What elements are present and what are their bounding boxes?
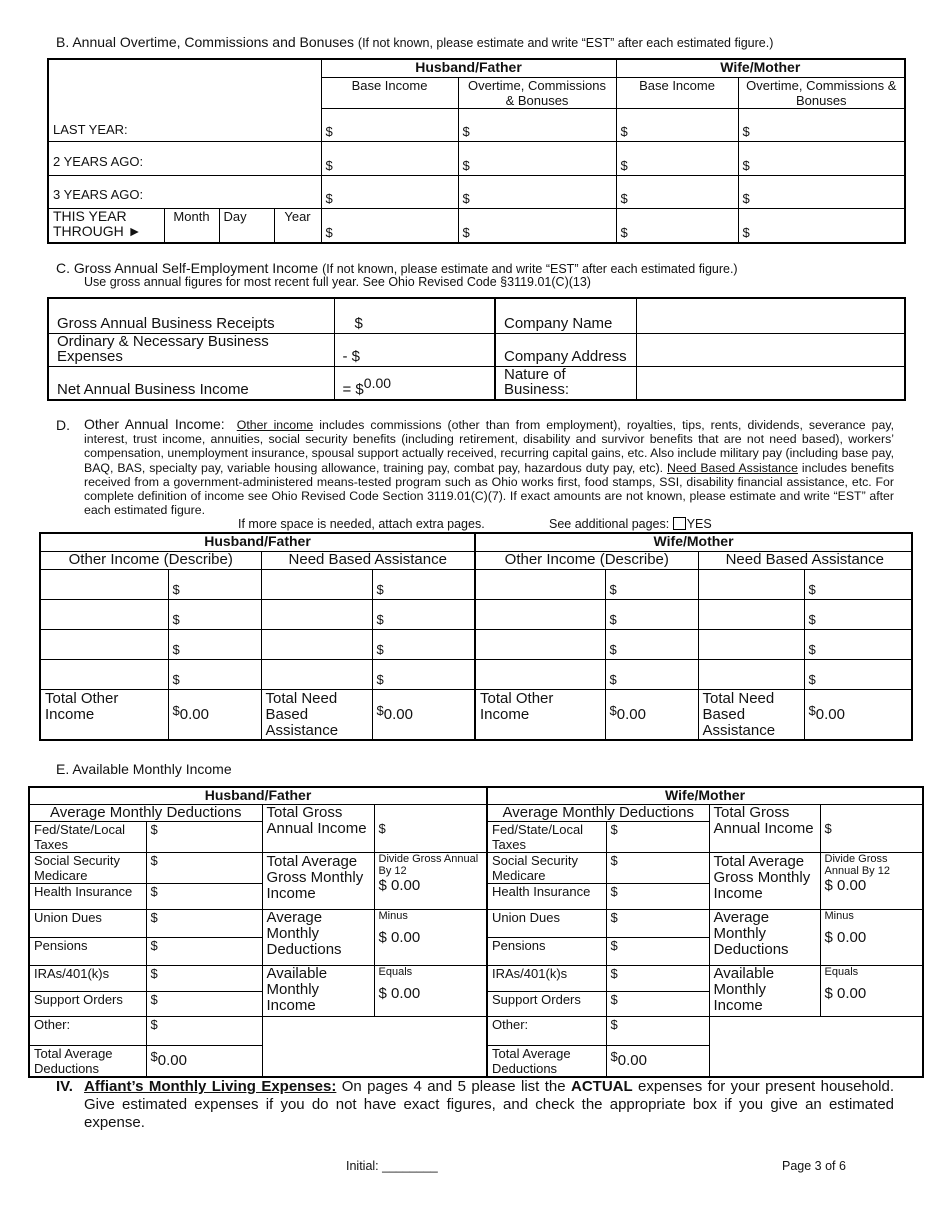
b-field[interactable]: $ <box>616 141 738 175</box>
section-b-heading <box>56 34 773 50</box>
b-field[interactable]: $ <box>616 208 738 243</box>
d-field[interactable]: $ <box>605 659 698 689</box>
b-field[interactable]: $ <box>458 175 616 208</box>
e-h-support-field[interactable]: $ <box>146 991 262 1016</box>
d-field[interactable] <box>261 629 372 659</box>
e-h-avg-ded-value: $ 0.00 <box>378 928 421 946</box>
c-net-prefix: = $ <box>342 381 364 398</box>
e-w-avg-gross <box>820 852 923 909</box>
c-receipts-label: Gross Annual Business Receipts <box>48 298 334 333</box>
e-h-total-ded-label: Total Average Deductions <box>29 1045 146 1077</box>
d-h-total-other <box>168 689 261 740</box>
e-w-ira-label: IRAs/401(k)s <box>487 965 606 991</box>
b-wife-header: Wife/Mother <box>616 59 905 77</box>
b-field[interactable]: $ <box>321 141 458 175</box>
e-h-avg-ded-header: Average Monthly Deductions <box>29 804 262 821</box>
e-w-union-label: Union Dues <box>487 909 606 937</box>
d-w-total-other <box>605 689 698 740</box>
e-h-total-ded <box>146 1045 262 1077</box>
e-h-other-label: Other: <box>29 1016 146 1045</box>
c-company-address-label: Company Address <box>495 333 636 366</box>
d-field[interactable] <box>40 599 168 629</box>
e-h-avg-ded <box>374 909 487 965</box>
extra-pages-note: If more space is needed, attach extra pages. <box>238 517 485 531</box>
c-company-name-field[interactable] <box>636 298 905 333</box>
c-net-value: 0.00 <box>363 375 392 391</box>
d-field[interactable]: $ <box>168 659 261 689</box>
section-d-text2: includes benefits received from a government-administered means-tested program such as Ohio works first, food stamps, SSI, disability financial assistance, etc. For complete definition of income see Ohio Revised Code Section 3119.01(C)(7). If exact amounts are not known, please estimate and write “EST” after each estimated figure. <box>84 460 894 518</box>
d-field[interactable] <box>40 659 168 689</box>
d-field[interactable]: $ <box>372 599 475 629</box>
b-field[interactable]: $ <box>458 208 616 243</box>
d-row <box>40 599 912 629</box>
section-c-heading <box>56 260 738 276</box>
yes-label: YES <box>686 517 712 531</box>
d-field[interactable] <box>40 569 168 599</box>
d-h-total-other-label: Total Other Income <box>40 689 168 740</box>
e-h-other-field[interactable]: $ <box>146 1016 262 1045</box>
e-h-gross-monthly-value: $ 0.00 <box>378 876 421 894</box>
b-h-ot-col: Overtime, Commissions & Bonuses <box>458 77 616 108</box>
e-w-ira-field[interactable]: $ <box>606 965 709 991</box>
section-b-table <box>47 58 906 244</box>
e-h-union-field[interactable]: $ <box>146 909 262 937</box>
d-field[interactable] <box>475 659 605 689</box>
d-field[interactable] <box>40 629 168 659</box>
e-w-taxes-label: Fed/State/Local Taxes <box>487 821 606 852</box>
d-field[interactable] <box>698 659 804 689</box>
d-field[interactable] <box>698 569 804 599</box>
e-w-ss-field[interactable]: $ <box>606 852 709 883</box>
e-w-taxes-field[interactable]: $ <box>606 821 709 852</box>
e-h-ss-field[interactable]: $ <box>146 852 262 883</box>
b-this-year-label: THIS YEAR THROUGH ► <box>48 208 164 243</box>
d-field[interactable]: $ <box>804 569 912 599</box>
e-h-health-field[interactable]: $ <box>146 883 262 909</box>
e-w-support-label: Support Orders <box>487 991 606 1016</box>
d-w-total-need <box>804 689 912 740</box>
d-field[interactable]: $ <box>605 569 698 599</box>
e-h-ira-label: IRAs/401(k)s <box>29 965 146 991</box>
section-c-instructions: Use gross annual figures for most recent full year. See Ohio Revised Code §3119.01(C)(13) <box>84 275 591 289</box>
d-h-total-other-value: 0.00 <box>179 705 209 723</box>
b-field[interactable]: $ <box>616 108 738 141</box>
b-husband-header: Husband/Father <box>321 59 616 77</box>
e-w-gross-monthly-value: $ 0.00 <box>824 876 867 894</box>
d-field[interactable] <box>261 569 372 599</box>
b-row-label: 3 YEARS AGO: <box>48 175 321 208</box>
e-h-available-label: Available Monthly Income <box>262 965 374 1016</box>
e-h-pensions-label: Pensions <box>29 937 146 965</box>
e-dollar: $ <box>610 1049 618 1064</box>
section-b-note: (If not known, please estimate and write “EST” after each estimated figure.) <box>357 36 774 50</box>
c-nature-field[interactable] <box>636 366 905 400</box>
e-h-support-label: Support Orders <box>29 991 146 1016</box>
d-row <box>40 569 912 599</box>
c-nature-label: Nature of Business: <box>495 366 636 400</box>
e-w-available-label: Available Monthly Income <box>709 965 820 1016</box>
b-w-ot-col: Overtime, Commissions & Bonuses <box>738 77 905 108</box>
d-field[interactable] <box>261 599 372 629</box>
d-w-other-col: Other Income (Describe) <box>475 551 698 569</box>
section-iv-text1: On pages 4 and 5 please list the <box>336 1078 571 1095</box>
b-field[interactable]: $ <box>616 175 738 208</box>
section-iv-actual: ACTUAL <box>571 1078 633 1095</box>
e-h-total-gross-label: Total Gross Annual Income <box>262 804 374 852</box>
b-field[interactable]: $ <box>321 175 458 208</box>
e-w-health-field[interactable]: $ <box>606 883 709 909</box>
section-d-paragraph <box>84 417 894 517</box>
d-field[interactable]: $ <box>372 659 475 689</box>
b-h-base-col: Base Income <box>321 77 458 108</box>
e-h-total-ded-value: 0.00 <box>157 1052 187 1069</box>
d-field[interactable]: $ <box>372 569 475 599</box>
section-iv-number: IV. <box>56 1078 73 1095</box>
section-c-note: (If not known, please estimate and write “EST” after each estimated figure.) <box>322 262 738 276</box>
section-d-label: D. <box>56 417 70 433</box>
c-company-address-field[interactable] <box>636 333 905 366</box>
see-additional-pages <box>549 517 712 531</box>
e-w-equals: Equals <box>824 965 859 978</box>
e-h-taxes-field[interactable]: $ <box>146 821 262 852</box>
c-net-label: Net Annual Business Income <box>48 366 334 400</box>
e-h-minus: Minus <box>378 909 408 922</box>
d-field[interactable]: $ <box>168 599 261 629</box>
e-husband-header: Husband/Father <box>29 787 487 804</box>
d-field[interactable]: $ <box>168 569 261 599</box>
d-field[interactable]: $ <box>605 599 698 629</box>
d-field[interactable] <box>698 599 804 629</box>
d-row <box>40 629 912 659</box>
e-w-health-label: Health Insurance <box>487 883 606 909</box>
e-w-avg-ded-label: Average Monthly Deductions <box>709 909 820 965</box>
d-dollar: $ <box>172 702 180 718</box>
d-field[interactable] <box>475 599 605 629</box>
d-husband-header: Husband/Father <box>40 533 475 551</box>
d-field[interactable]: $ <box>372 629 475 659</box>
e-w-support-field[interactable]: $ <box>606 991 709 1016</box>
b-row-label: LAST YEAR: <box>48 108 321 141</box>
b-field[interactable]: $ <box>321 208 458 243</box>
b-year-field[interactable]: Year <box>274 208 321 243</box>
e-h-union-label: Union Dues <box>29 909 146 937</box>
b-field[interactable]: $ <box>738 141 905 175</box>
e-w-avg-ded-header: Average Monthly Deductions <box>487 804 709 821</box>
d-dollar: $ <box>808 702 816 718</box>
section-iv-paragraph <box>84 1078 894 1132</box>
e-h-taxes-label: Fed/State/Local Taxes <box>29 821 146 852</box>
e-h-equals: Equals <box>378 965 413 978</box>
b-field[interactable]: $ <box>458 141 616 175</box>
section-iv-title: Affiant’s Monthly Living Expenses: <box>84 1078 337 1095</box>
need-based-term: Need Based Assistance <box>667 460 798 475</box>
d-field[interactable]: $ <box>804 599 912 629</box>
e-w-avg-gross-label: Total Average Gross Monthly Income <box>709 852 820 909</box>
d-dollar: $ <box>609 702 617 718</box>
d-h-total-need-label: Total Need Based Assistance <box>261 689 372 740</box>
e-w-union-field[interactable]: $ <box>606 909 709 937</box>
d-h-other-col: Other Income (Describe) <box>40 551 261 569</box>
d-w-total-other-label: Total Other Income <box>475 689 605 740</box>
yes-checkbox[interactable] <box>673 517 686 530</box>
b-field[interactable]: $ <box>738 175 905 208</box>
e-w-other-field[interactable]: $ <box>606 1016 709 1045</box>
d-h-total-need-value: 0.00 <box>383 705 413 723</box>
e-h-total-gross-field[interactable]: $ <box>374 804 487 852</box>
section-e-table <box>28 786 924 1078</box>
page-number: Page 3 of 6 <box>782 1159 846 1173</box>
initial-field[interactable]: Initial: ________ <box>346 1159 438 1173</box>
section-c-table <box>47 297 906 401</box>
e-h-avg-gross-label: Total Average Gross Monthly Income <box>262 852 374 909</box>
section-d-text1: includes commissions (other than from employment), royalties, tips, rents, dividends, severance pay, interest, trust income, annuities, social security benefits (including retirement, disability and survivor benefits that are not need based), workers’ compensation, unemployment insurance, spousal support actually received, recurring capital gains, etc. Also include military pay (including base pay, BAQ, BAS, specialty pay, variable housing allowance, training pay, combat pay, hazardous duty pay, etc). <box>84 418 895 475</box>
e-w-avg-ded <box>820 909 923 965</box>
d-dollar: $ <box>376 702 384 718</box>
c-receipts-field[interactable]: $ <box>334 298 495 333</box>
e-h-divide-note: Divide Gross Annual By 12 <box>378 852 479 877</box>
c-company-name-label: Company Name <box>495 298 636 333</box>
see-additional-label: See additional pages: <box>549 517 670 531</box>
b-row-label: 2 YEARS AGO: <box>48 141 321 175</box>
d-field[interactable]: $ <box>168 629 261 659</box>
d-w-need-col: Need Based Assistance <box>698 551 912 569</box>
e-h-health-label: Health Insurance <box>29 883 146 909</box>
e-h-pensions-field[interactable]: $ <box>146 937 262 965</box>
e-w-available <box>820 965 923 1016</box>
e-wife-header: Wife/Mother <box>487 787 923 804</box>
e-w-minus: Minus <box>824 909 854 922</box>
d-field[interactable] <box>475 629 605 659</box>
e-w-total-gross-label: Total Gross Annual Income <box>709 804 820 852</box>
e-w-other-label: Other: <box>487 1016 606 1045</box>
e-w-total-ded-label: Total Average Deductions <box>487 1045 606 1077</box>
b-field[interactable]: $ <box>738 208 905 243</box>
e-w-total-ded <box>606 1045 709 1077</box>
e-dollar: $ <box>150 1049 158 1064</box>
d-field[interactable]: $ <box>605 629 698 659</box>
e-h-avg-gross <box>374 852 487 909</box>
e-w-avg-ded-value: $ 0.00 <box>824 928 867 946</box>
e-w-available-value: $ 0.00 <box>824 984 867 1002</box>
e-w-total-gross-field[interactable]: $ <box>820 804 923 852</box>
e-w-ss-label: Social Security Medicare <box>487 852 606 883</box>
b-field[interactable]: $ <box>738 108 905 141</box>
section-c-title: C. Gross Annual Self-Employment Income <box>56 260 319 276</box>
other-income-term: Other income <box>236 418 314 432</box>
b-day-field[interactable]: Day <box>219 208 274 243</box>
e-h-avg-ded-label: Average Monthly Deductions <box>262 909 374 965</box>
e-h-ira-field[interactable]: $ <box>146 965 262 991</box>
d-row <box>40 659 912 689</box>
d-w-total-need-value: 0.00 <box>815 705 845 723</box>
b-field[interactable]: $ <box>321 108 458 141</box>
d-field[interactable]: $ <box>804 659 912 689</box>
d-w-total-other-value: 0.00 <box>616 705 646 723</box>
b-w-base-col: Base Income <box>616 77 738 108</box>
e-h-available <box>374 965 487 1016</box>
c-net-field[interactable] <box>334 366 495 400</box>
section-iv-text2: expenses for your present household. Give estimated expenses if you do not have exact figures, and check the appropriate box if you give an estimated expense. <box>84 1078 895 1131</box>
e-w-total-ded-value: 0.00 <box>617 1052 647 1069</box>
d-field[interactable] <box>261 659 372 689</box>
section-d-title: Other Annual Income: <box>84 416 225 432</box>
d-field[interactable] <box>698 629 804 659</box>
section-b-title: B. Annual Overtime, Commissions and Bonuses <box>56 34 355 50</box>
section-d-table <box>39 532 913 741</box>
b-field[interactable]: $ <box>458 108 616 141</box>
d-h-need-col: Need Based Assistance <box>261 551 475 569</box>
c-expenses-field[interactable]: - $ <box>334 333 495 366</box>
d-field[interactable] <box>475 569 605 599</box>
e-w-pensions-label: Pensions <box>487 937 606 965</box>
d-w-total-need-label: Total Need Based Assistance <box>698 689 804 740</box>
e-w-divide-note: Divide Gross Annual By 12 <box>824 852 890 877</box>
e-h-available-value: $ 0.00 <box>378 984 421 1002</box>
section-e-title: E. Available Monthly Income <box>56 761 232 777</box>
e-w-pensions-field[interactable]: $ <box>606 937 709 965</box>
d-wife-header: Wife/Mother <box>475 533 912 551</box>
c-expenses-label: Ordinary & Necessary Business Expenses <box>48 333 334 366</box>
d-field[interactable]: $ <box>804 629 912 659</box>
d-h-total-need <box>372 689 475 740</box>
e-h-ss-label: Social Security Medicare <box>29 852 146 883</box>
b-month-field[interactable]: Month <box>164 208 219 243</box>
